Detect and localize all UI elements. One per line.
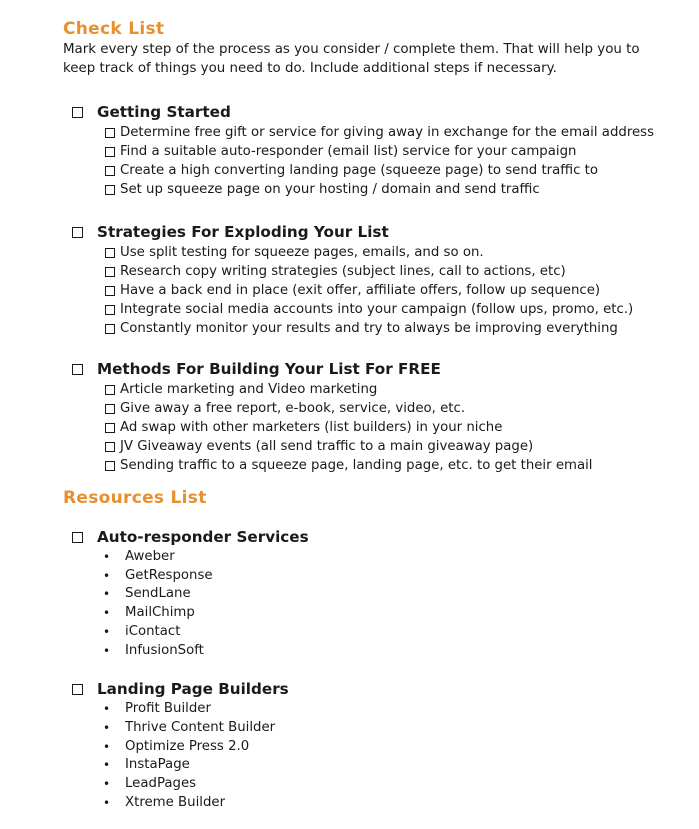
- resource-items: [103, 548, 699, 660]
- checklist-items: [105, 243, 699, 338]
- resource-item: [103, 548, 699, 567]
- checklist-item: [105, 243, 699, 262]
- item-checkbox[interactable]: [105, 442, 115, 452]
- resource-item: [103, 642, 699, 661]
- checklist-sections: [63, 102, 699, 475]
- resource-item-label: iContact: [125, 623, 181, 639]
- checklist-item: [105, 142, 699, 161]
- item-checkbox[interactable]: [105, 147, 115, 157]
- resource-item-label: Xtreme Builder: [125, 794, 226, 810]
- item-checkbox[interactable]: [105, 305, 115, 315]
- resource-item: [103, 794, 699, 813]
- checklist-item-label: Article marketing and Video marketing: [120, 382, 378, 397]
- item-checkbox[interactable]: [105, 267, 115, 277]
- resource-item-label: SendLane: [125, 586, 191, 602]
- resource-items: [103, 700, 699, 812]
- section-heading-label: Landing Page Builders: [97, 680, 289, 699]
- checklist-items: [105, 380, 699, 475]
- item-checkbox[interactable]: [105, 128, 115, 138]
- resource-item-label: Thrive Content Builder: [125, 719, 276, 735]
- checklist-item: [105, 456, 699, 475]
- section-checkbox[interactable]: [72, 227, 83, 238]
- resource-item-label: MailChimp: [125, 605, 195, 621]
- item-checkbox[interactable]: [105, 461, 115, 471]
- section-heading: [72, 679, 699, 699]
- resource-sections: [63, 527, 699, 812]
- item-checkbox[interactable]: [105, 423, 115, 433]
- checklist-section: [72, 222, 699, 338]
- resource-item: [103, 700, 699, 719]
- checklist-item-label: Use split testing for squeeze pages, emails, and so on.: [120, 245, 484, 260]
- checklist-item: [105, 418, 699, 437]
- section-checkbox[interactable]: [72, 107, 83, 118]
- checklist-title: Check List: [63, 19, 165, 39]
- bullet-icon: •: [103, 550, 111, 564]
- resource-item: [103, 775, 699, 794]
- resource-item-label: GetResponse: [125, 567, 213, 583]
- section-heading-label: Getting Started: [97, 103, 231, 121]
- bullet-icon: •: [103, 739, 111, 754]
- bullet-icon: •: [103, 606, 111, 621]
- bullet-icon: •: [103, 624, 111, 639]
- checklist-item: [105, 437, 699, 456]
- checklist-item: [105, 399, 699, 418]
- section-heading-label: Auto-responder Services: [97, 528, 309, 546]
- checklist-section: [72, 359, 699, 475]
- section-heading: [72, 102, 699, 122]
- checklist-item-label: Have a back end in place (exit offer, affiliate offers, follow up sequence): [120, 283, 601, 298]
- section-heading: [72, 222, 699, 242]
- resource-item-label: LeadPages: [125, 776, 197, 792]
- bullet-icon: •: [103, 587, 111, 602]
- bullet-icon: •: [103, 643, 111, 658]
- resources-title: Resources List: [63, 488, 207, 508]
- checklist-item: [105, 380, 699, 399]
- section-heading: [72, 359, 699, 379]
- bullet-icon: •: [103, 568, 111, 583]
- bullet-icon: •: [103, 758, 111, 773]
- item-checkbox[interactable]: [105, 166, 115, 176]
- item-checkbox[interactable]: [105, 248, 115, 258]
- checklist-item-label: Create a high converting landing page (squeeze page) to send traffic to: [120, 163, 599, 178]
- resource-item: [103, 604, 699, 623]
- checklist-item: [105, 319, 699, 338]
- resource-item: [103, 719, 699, 738]
- checklist-item-label: Find a suitable auto-responder (email list) service for your campaign: [120, 144, 577, 159]
- section-heading-label: Strategies For Exploding Your List: [97, 223, 389, 241]
- resource-item-label: InfusionSoft: [125, 642, 204, 658]
- resource-item: [103, 567, 699, 586]
- checklist-item-label: Give away a free report, e-book, service, video, etc.: [120, 401, 466, 416]
- checklist-items: [105, 123, 699, 199]
- checklist-item: [105, 262, 699, 281]
- checklist-intro: Mark every step of the process as you consider / complete them. That will help you to keep track of things you need to do. Include additional steps if necessary.: [63, 42, 640, 76]
- checklist-item: [105, 281, 699, 300]
- section-heading: [72, 527, 699, 547]
- resource-item-label: Profit Builder: [125, 701, 211, 717]
- checklist-item-label: Constantly monitor your results and try to always be improving everything: [120, 321, 618, 336]
- resource-item-label: InstaPage: [125, 757, 190, 773]
- bullet-icon: •: [103, 720, 111, 735]
- resource-item: [103, 585, 699, 604]
- item-checkbox[interactable]: [105, 404, 115, 414]
- resource-item: [103, 623, 699, 642]
- checklist-item-label: Set up squeeze page on your hosting / domain and send traffic: [120, 182, 540, 197]
- resource-item: [103, 738, 699, 757]
- item-checkbox[interactable]: [105, 324, 115, 334]
- item-checkbox[interactable]: [105, 286, 115, 296]
- resource-item-label: Optimize Press 2.0: [125, 738, 250, 754]
- resource-item-label: Aweber: [125, 549, 175, 564]
- section-heading-label: Methods For Building Your List For FREE: [97, 360, 441, 378]
- section-checkbox[interactable]: [72, 684, 83, 695]
- resource-section: [72, 527, 699, 660]
- item-checkbox[interactable]: [105, 385, 115, 395]
- checklist-item-label: Ad swap with other marketers (list builders) in your niche: [120, 420, 503, 435]
- checklist-item-label: JV Giveaway events (all send traffic to a main giveaway page): [120, 439, 534, 454]
- bullet-icon: •: [103, 702, 111, 717]
- checklist-section: [72, 102, 699, 199]
- checklist-item: [105, 300, 699, 319]
- checklist-item: [105, 161, 699, 180]
- bullet-icon: •: [103, 777, 111, 792]
- resource-section: [72, 679, 699, 812]
- section-checkbox[interactable]: [72, 364, 83, 375]
- checklist-item-label: Research copy writing strategies (subject lines, call to actions, etc): [120, 264, 566, 279]
- bullet-icon: •: [103, 795, 111, 810]
- resource-item: [103, 756, 699, 775]
- section-checkbox[interactable]: [72, 532, 83, 543]
- checklist-item-label: Integrate social media accounts into your campaign (follow ups, promo, etc.): [120, 302, 634, 317]
- checklist-item-label: Sending traffic to a squeeze page, landing page, etc. to get their email: [120, 458, 593, 473]
- checklist-item: [105, 180, 699, 199]
- item-checkbox[interactable]: [105, 185, 115, 195]
- checklist-item-label: Determine free gift or service for giving away in exchange for the email address: [120, 125, 655, 140]
- checklist-item: [105, 123, 699, 142]
